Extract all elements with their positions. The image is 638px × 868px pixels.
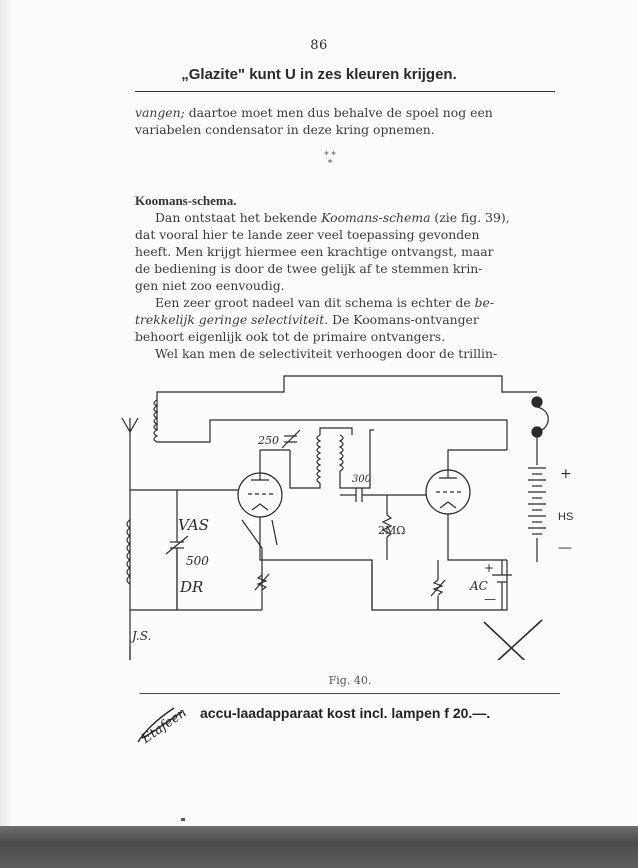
ground-symbol <box>122 646 138 660</box>
text-line: dat vooral hier te lande zeer veel toepassing gevonden <box>135 227 480 242</box>
paragraph-3 <box>135 294 557 345</box>
text-line: Een zeer groot nadeel van dit schema is echter de be- <box>155 295 495 310</box>
grid-coil <box>317 435 320 483</box>
reaction-feed <box>157 420 507 450</box>
filament-bus-2 <box>448 514 507 560</box>
variable-condenser-250 <box>282 430 300 448</box>
footer-advertisement: accu-laadapparaat kost incl. lampen f 20.—. <box>200 705 491 721</box>
section-asterisks: * * * <box>324 151 336 169</box>
vas-label: VAS <box>178 516 209 534</box>
text-line: variabelen condensator in deze kring opnemen. <box>135 122 435 137</box>
filament-lead-2 <box>272 520 277 545</box>
headphones-symbol <box>532 397 548 437</box>
filament-bus-1 <box>260 517 372 610</box>
text-line: Dan ontstaat het bekende Koomans-schema (zie fig. 39), <box>155 210 510 225</box>
r2m-label: 2MΩ <box>378 524 406 537</box>
text-line: Wel kan men de selectiviteit verhoogen door de trillin- <box>155 346 498 361</box>
text-line: gen niet zoo eenvoudig. <box>135 278 285 293</box>
scan-bottom-band <box>0 826 638 868</box>
coil-link <box>320 428 352 435</box>
header-advertisement: „Glazite" kunt U in zes kleuren krijgen. <box>181 66 457 83</box>
coil-lower-link <box>290 450 320 488</box>
text-line: behoort eigenlijk ook tot de primaire ontvangers. <box>135 329 446 344</box>
filament-lead-1 <box>242 520 262 610</box>
hs-plus-label: + <box>560 466 572 482</box>
svg-text:Etafeen: Etafeen <box>139 705 190 747</box>
condenser-300 <box>340 488 387 502</box>
header-rule <box>135 91 555 92</box>
c500-label: 500 <box>186 554 209 568</box>
page-number: 86 <box>310 38 328 53</box>
rheostat-2 <box>431 560 445 610</box>
koomans-circuit-diagram <box>112 370 582 660</box>
js-label: J.S. <box>132 629 152 643</box>
scan-speck <box>181 818 185 821</box>
ht-battery <box>528 437 546 562</box>
paragraph-1 <box>135 104 557 138</box>
hs-label: HS <box>558 511 574 523</box>
text-line: de bediening is door de twee gelijk af te stemmen krin- <box>135 261 483 276</box>
tube2-plate <box>448 450 507 470</box>
section-heading: Koomans-schema. <box>135 193 237 208</box>
x-mark <box>482 620 542 660</box>
hs-minus-label: — <box>558 540 572 556</box>
dr-label: DR <box>180 578 204 596</box>
coupling-coil <box>340 435 343 471</box>
tube-2 <box>426 470 470 514</box>
paragraph-2 <box>135 209 557 294</box>
tube-1 <box>238 473 282 517</box>
text-line: heeft. Men krijgt hiermee een krachtige ontvangst, maar <box>135 244 494 259</box>
ac-minus-label: — <box>484 592 496 606</box>
c250-label: 250 <box>258 434 279 447</box>
text-line: vangen; daartoe moet men dus behalve de spoel nog een <box>135 105 493 120</box>
page-binding-shadow <box>0 0 12 868</box>
figure-caption: Fig. 40. <box>328 674 372 687</box>
footer-rule <box>140 693 560 694</box>
etafeen-logo <box>132 700 190 748</box>
aerial-symbol <box>122 418 138 432</box>
ac-label: AC <box>470 579 488 593</box>
ac-plus-label: + <box>484 561 495 575</box>
top-rail <box>157 376 537 430</box>
paragraph-4 <box>135 345 557 362</box>
c300-label: 300 <box>352 474 372 485</box>
text-line: trekkelijk geringe selectiviteit. De Koomans-ontvanger <box>135 312 479 327</box>
